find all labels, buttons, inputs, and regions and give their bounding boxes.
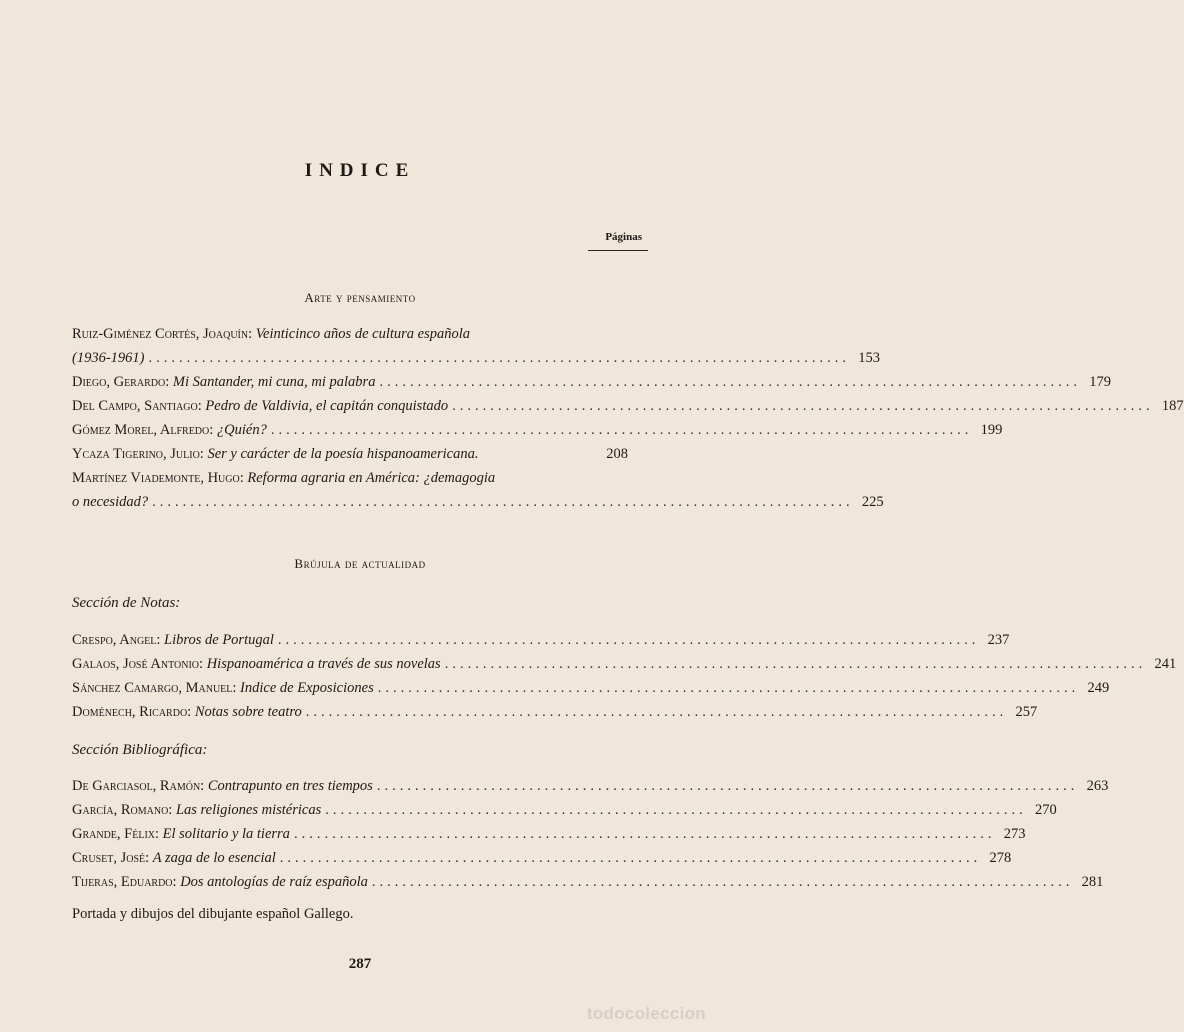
entry-page: 225 [861,494,884,510]
entry-author: Cruset, José [72,850,146,866]
toc-entry: Crespo, Angel : Libros de Portugal ............................................................................................ 237 [72,628,628,652]
leader-dots: ............................................................................................ [279,850,982,866]
entry-title: Mi Santander, mi cuna, mi palabra [172,374,376,390]
entry-author: Sánchez Camargo, Manuel [72,680,233,696]
entry-title: A zaga de lo esencial [152,850,276,866]
leader-dots: ............................................................................................ [371,874,1074,890]
toc-entry: Galaos, José Antonio : Hispanoamérica a través de sus novelas ............................................................................................ 241 [72,652,628,676]
entry-title-cont: (1936-1961) [72,350,145,366]
leader-dots: ............................................................................................ [152,494,854,510]
entry-title: Libros de Portugal [164,632,274,648]
entry-page: 270 [1034,802,1057,818]
pages-rule-divider [588,250,648,251]
entry-author: Ycaza Tigerino, Julio [72,446,200,462]
leader-dots: ............................................................................................ [376,778,1079,794]
leader-dots: ............................................................................................ [325,802,1027,818]
subsection-label-notas: Sección de Notas: [72,595,181,611]
toc-entry: Gómez Morel, Alfredo : ¿Quién? ............................................................................................ 199 [72,418,628,442]
entry-title: Pedro de Valdivia, el capitán conquistado [205,398,449,414]
entry-title: Reforma agraria en América: ¿demagogia [247,470,496,486]
entry-author: Galaos, José Antonio [72,656,200,672]
entry-page: 241 [1154,656,1177,672]
entry-title: Dos antologías de raíz española [180,874,368,890]
entry-author: Grande, Félix [72,826,155,842]
entry-title: ¿Quién? [216,422,267,438]
leader-dots: ............................................................................................ [293,826,996,842]
leader-dots: ............................................................................................ [148,350,850,366]
toc-entry: Ruiz-Giménez Cortés, Joaquín : Veinticinco años de cultura española (1936-1961) ............................................................................................ 153 [72,322,628,370]
toc-entry: Doménech, Ricardo : Notas sobre teatro ............................................................................................ 257 [72,700,628,724]
section-heading-arte: Arte y pensamiento [304,290,416,305]
entry-title: Las religiones mistéricas [175,802,322,818]
entry-author: Ruiz-Giménez Cortés, Joaquín [72,326,249,342]
entry-title: El solitario y la tierra [162,826,290,842]
entry-author: Doménech, Ricardo [72,704,188,720]
entry-page: 273 [1003,826,1026,842]
cover-credit: Portada y dibujos del dibujante español Gallego. [72,906,354,922]
entry-page: 187 [1161,398,1184,414]
leader-dots: ............................................................................................ [444,656,1147,672]
entry-page: 179 [1089,374,1111,390]
entry-author: Del Campo, Santiago [72,398,198,414]
watermark-logo: todocoleccion [586,1004,706,1023]
leader-dots: ............................................................................................ [270,422,973,438]
section-heading-brujula: Brújula de actualidad [294,556,426,571]
leader-dots: ............................................................................................ [305,704,1008,720]
pages-column-label: Páginas [605,231,642,243]
entry-page: 249 [1087,680,1110,696]
leader-dots: ............................................................................................ [379,374,1081,390]
entry-page: 281 [1081,874,1104,890]
page-title: INDICE [304,160,416,181]
entry-title: Ser y carácter de la poesía hispanoamericana. [207,446,479,462]
entry-page: 153 [858,350,880,366]
entry-title: Hispanoamérica a través de sus novelas [206,656,441,672]
leader-dots: ............................................................................................ [377,680,1080,696]
leader-dots: ............................................................................................ [452,398,1154,414]
entry-title: Veinticinco años de cultura española [255,326,471,342]
toc-entry: Ycaza Tigerino, Julio : Ser y carácter de la poesía hispanoamericana. 208 [72,442,628,466]
entry-page: 257 [1015,704,1038,720]
entry-title: Notas sobre teatro [194,704,302,720]
toc-entry: Grande, Félix : El solitario y la tierra ............................................................................................ 273 [72,822,628,846]
entry-title: Indice de Exposiciones [240,680,374,696]
entry-author: De Garciasol, Ramón [72,778,201,794]
entry-author: Gómez Morel, Alfredo [72,422,210,438]
entry-author: Crespo, Angel [72,632,157,648]
page-number: 287 [348,956,372,972]
entry-page: 199 [980,422,1003,438]
toc-entry: Sánchez Camargo, Manuel : Indice de Exposiciones ............................................................................................ 249 [72,676,628,700]
entry-author: Diego, Gerardo [72,374,166,390]
toc-entry: Martínez Viademonte, Hugo : Reforma agraria en América: ¿demagogia o necesidad? ............................................................................................ 225 [72,466,628,514]
leader-dots: ............................................................................................ [277,632,980,648]
subsection-label-bibliografica: Sección Bibliográfica: [72,742,208,758]
toc-entry: García, Romano : Las religiones mistéricas ............................................................................................ 270 [72,798,628,822]
toc-entry: Cruset, José : A zaga de lo esencial ............................................................................................ 278 [72,846,628,870]
entry-author: Tijeras, Eduardo [72,874,173,890]
entry-page: 278 [989,850,1012,866]
toc-entry: Diego, Gerardo : Mi Santander, mi cuna, mi palabra ............................................................................................ 179 [72,370,628,394]
entry-title-cont: o necesidad? [72,494,149,510]
entry-page: 208 [606,446,628,462]
entry-page: 263 [1086,778,1109,794]
toc-entry: Del Campo, Santiago : Pedro de Valdivia, el capitán conquistado ............................................................................................ 187 [72,394,628,418]
entry-page: 237 [987,632,1010,648]
entry-author: Martínez Viademonte, Hugo [72,470,240,486]
toc-entry: De Garciasol, Ramón : Contrapunto en tres tiempos ............................................................................................ 263 [72,774,628,798]
toc-entry: Tijeras, Eduardo : Dos antologías de raíz española ............................................................................................ 281 [72,870,628,894]
entry-author: García, Romano [72,802,169,818]
entry-title: Contrapunto en tres tiempos [207,778,373,794]
